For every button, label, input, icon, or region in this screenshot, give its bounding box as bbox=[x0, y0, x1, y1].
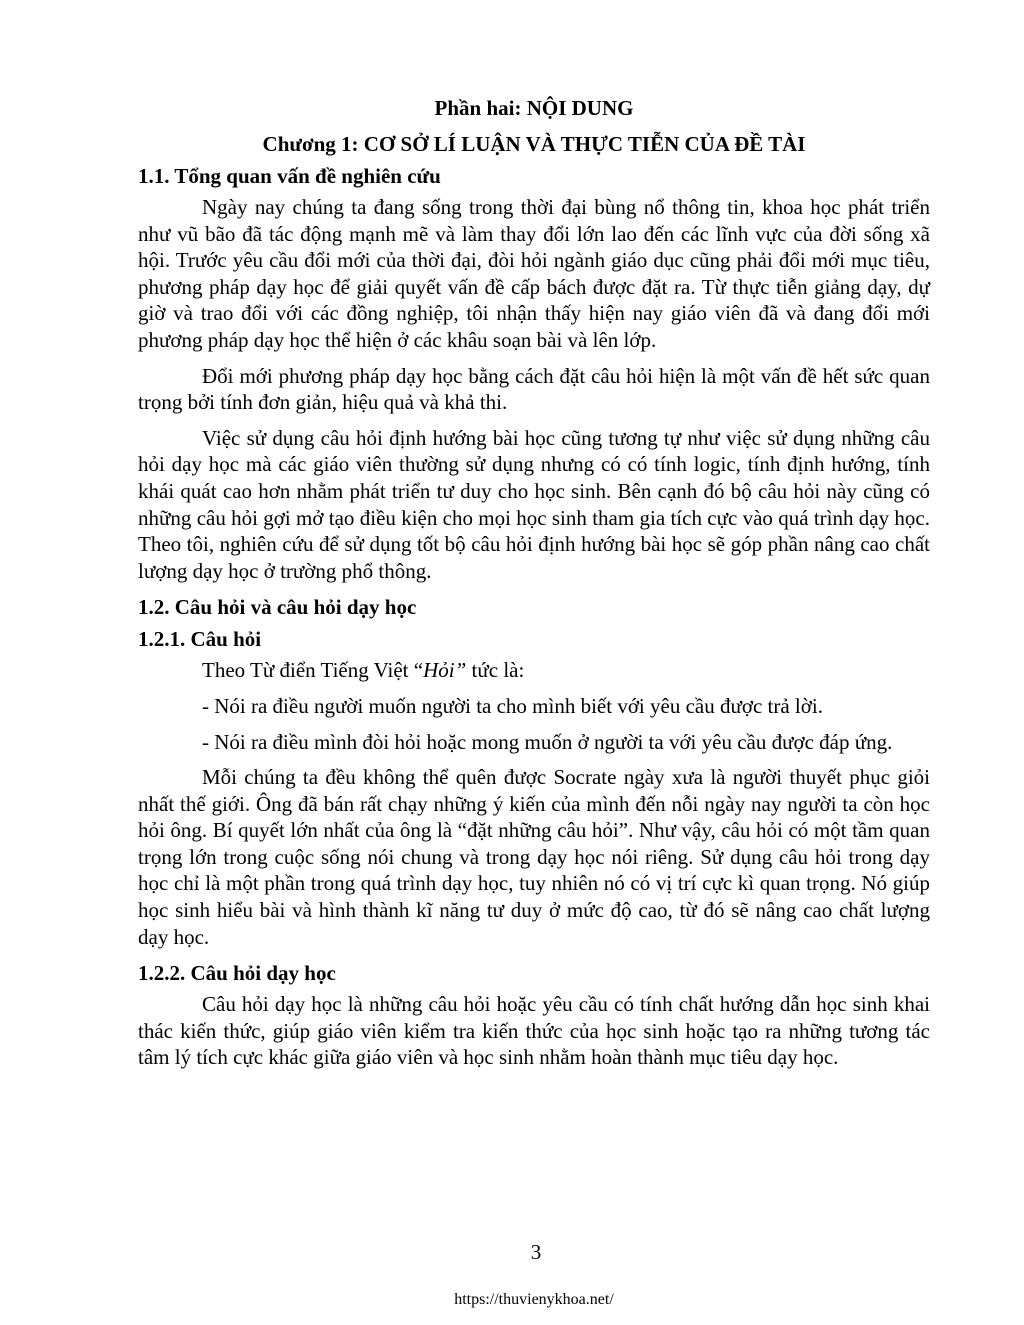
part-title: Phần hai: NỘI DUNG bbox=[434, 96, 634, 120]
paragraph-1-1-c: Việc sử dụng câu hỏi định hướng bài học cũng tương tự như việc sử dụng những câu hỏi dạy học mà các giáo viên thường sử dụng nhưng có có tính logic, tính định hướng, tính khái quát cao hơn nhằm phát triển tư duy cho học sinh. Bên cạnh đó bộ câu hỏi này cũng có những câu hỏi gợi mở tạo điều kiện cho mọi học sinh tham gia tích cực vào quá trình dạy học. Theo tôi, nghiên cứu để sử dụng tốt bộ câu hỏi định hướng bài học sẽ góp phần nâng cao chất lượng dạy học ở trường phổ thông. bbox=[138, 425, 930, 583]
definition-term: Hỏi” bbox=[423, 658, 467, 683]
paragraph-1-2-2-a: Câu hỏi dạy học là những câu hỏi hoặc yêu cầu có tính chất hướng dẫn học sinh khai thác kiến thức, giúp giáo viên kiểm tra kiến thức của học sinh hoặc tạo ra những tương tác tâm lý tích cực khác giữa giáo viên và học sinh nhằm hoàn thành mục tiêu dạy học. bbox=[138, 992, 930, 1070]
definition-intro bbox=[138, 657, 930, 684]
page-number: 3 bbox=[530, 1240, 542, 1264]
chapter-title: Chương 1: CƠ SỞ LÍ LUẬN VÀ THỰC TIỄN CỦA ĐỀ TÀI bbox=[262, 132, 806, 156]
footer-url: https://thuvienykhoa.net/ bbox=[454, 1291, 614, 1308]
section-heading-1-1: 1.1. Tổng quan vấn đề nghiên cứu bbox=[138, 164, 441, 188]
definition-item-1: - Nói ra điều người muốn người ta cho mình biết với yêu cầu được trả lời. bbox=[202, 693, 823, 718]
section-heading-1-2-1: 1.2.1. Câu hỏi bbox=[138, 627, 262, 652]
paragraph-1-1-b: Đổi mới phương pháp dạy học bằng cách đặt câu hỏi hiện là một vấn đề hết sức quan trọng bởi tính đơn giản, hiệu quả và khả thi. bbox=[138, 363, 930, 415]
section-heading-1-2: 1.2. Câu hỏi và câu hỏi dạy học bbox=[138, 595, 417, 620]
definition-item-2: - Nói ra điều mình đòi hỏi hoặc mong muốn ở người ta với yêu cầu được đáp ứng. bbox=[202, 729, 893, 754]
definition-intro-after: tức là: bbox=[466, 658, 525, 683]
definition-intro-before: Theo Từ điển Tiếng Việt “ bbox=[202, 658, 424, 683]
document-page bbox=[138, 92, 930, 1080]
paragraph-1-2-1-a: Mỗi chúng ta đều không thể quên được Socrate ngày xưa là người thuyết phục giỏi nhất thế giới. Ông đã bán rất chạy những ý kiến của mình đến nỗi ngày nay người ta còn học hỏi ông. Bí quyết lớn nhất của ông là “đặt những câu hỏi”. Như vậy, câu hỏi có một tầm quan trọng lớn trong cuộc sống nói chung và trong dạy học nói riêng. Sử dụng câu hỏi trong dạy học chỉ là một phần trong quá trình dạy học, tuy nhiên nó có vị trí cực kì quan trọng. Nó giúp học sinh hiểu bài và hình thành kĩ năng tư duy ở mức độ cao, từ đó sẽ nâng cao chất lượng dạy học. bbox=[138, 765, 930, 949]
section-heading-1-2-2: 1.2.2. Câu hỏi dạy học bbox=[138, 961, 336, 986]
paragraph-1-1-a: Ngày nay chúng ta đang sống trong thời đại bùng nổ thông tin, khoa học phát triển như vũ bão đã tác động mạnh mẽ và làm thay đổi lớn lao đến các lĩnh vực của đời sống xã hội. Trước yêu cầu đổi mới của thời đại, đòi hỏi ngành giáo dục cũng phải đổi mới mục tiêu, phương pháp dạy học để giải quyết vấn đề cấp bách được đặt ra. Từ thực tiễn giảng dạy, dự giờ và trao đổi với các đồng nghiệp, tôi nhận thấy hiện nay giáo viên đã và đang đổi mới phương pháp dạy học thể hiện ở các khâu soạn bài và lên lớp. bbox=[138, 195, 930, 352]
